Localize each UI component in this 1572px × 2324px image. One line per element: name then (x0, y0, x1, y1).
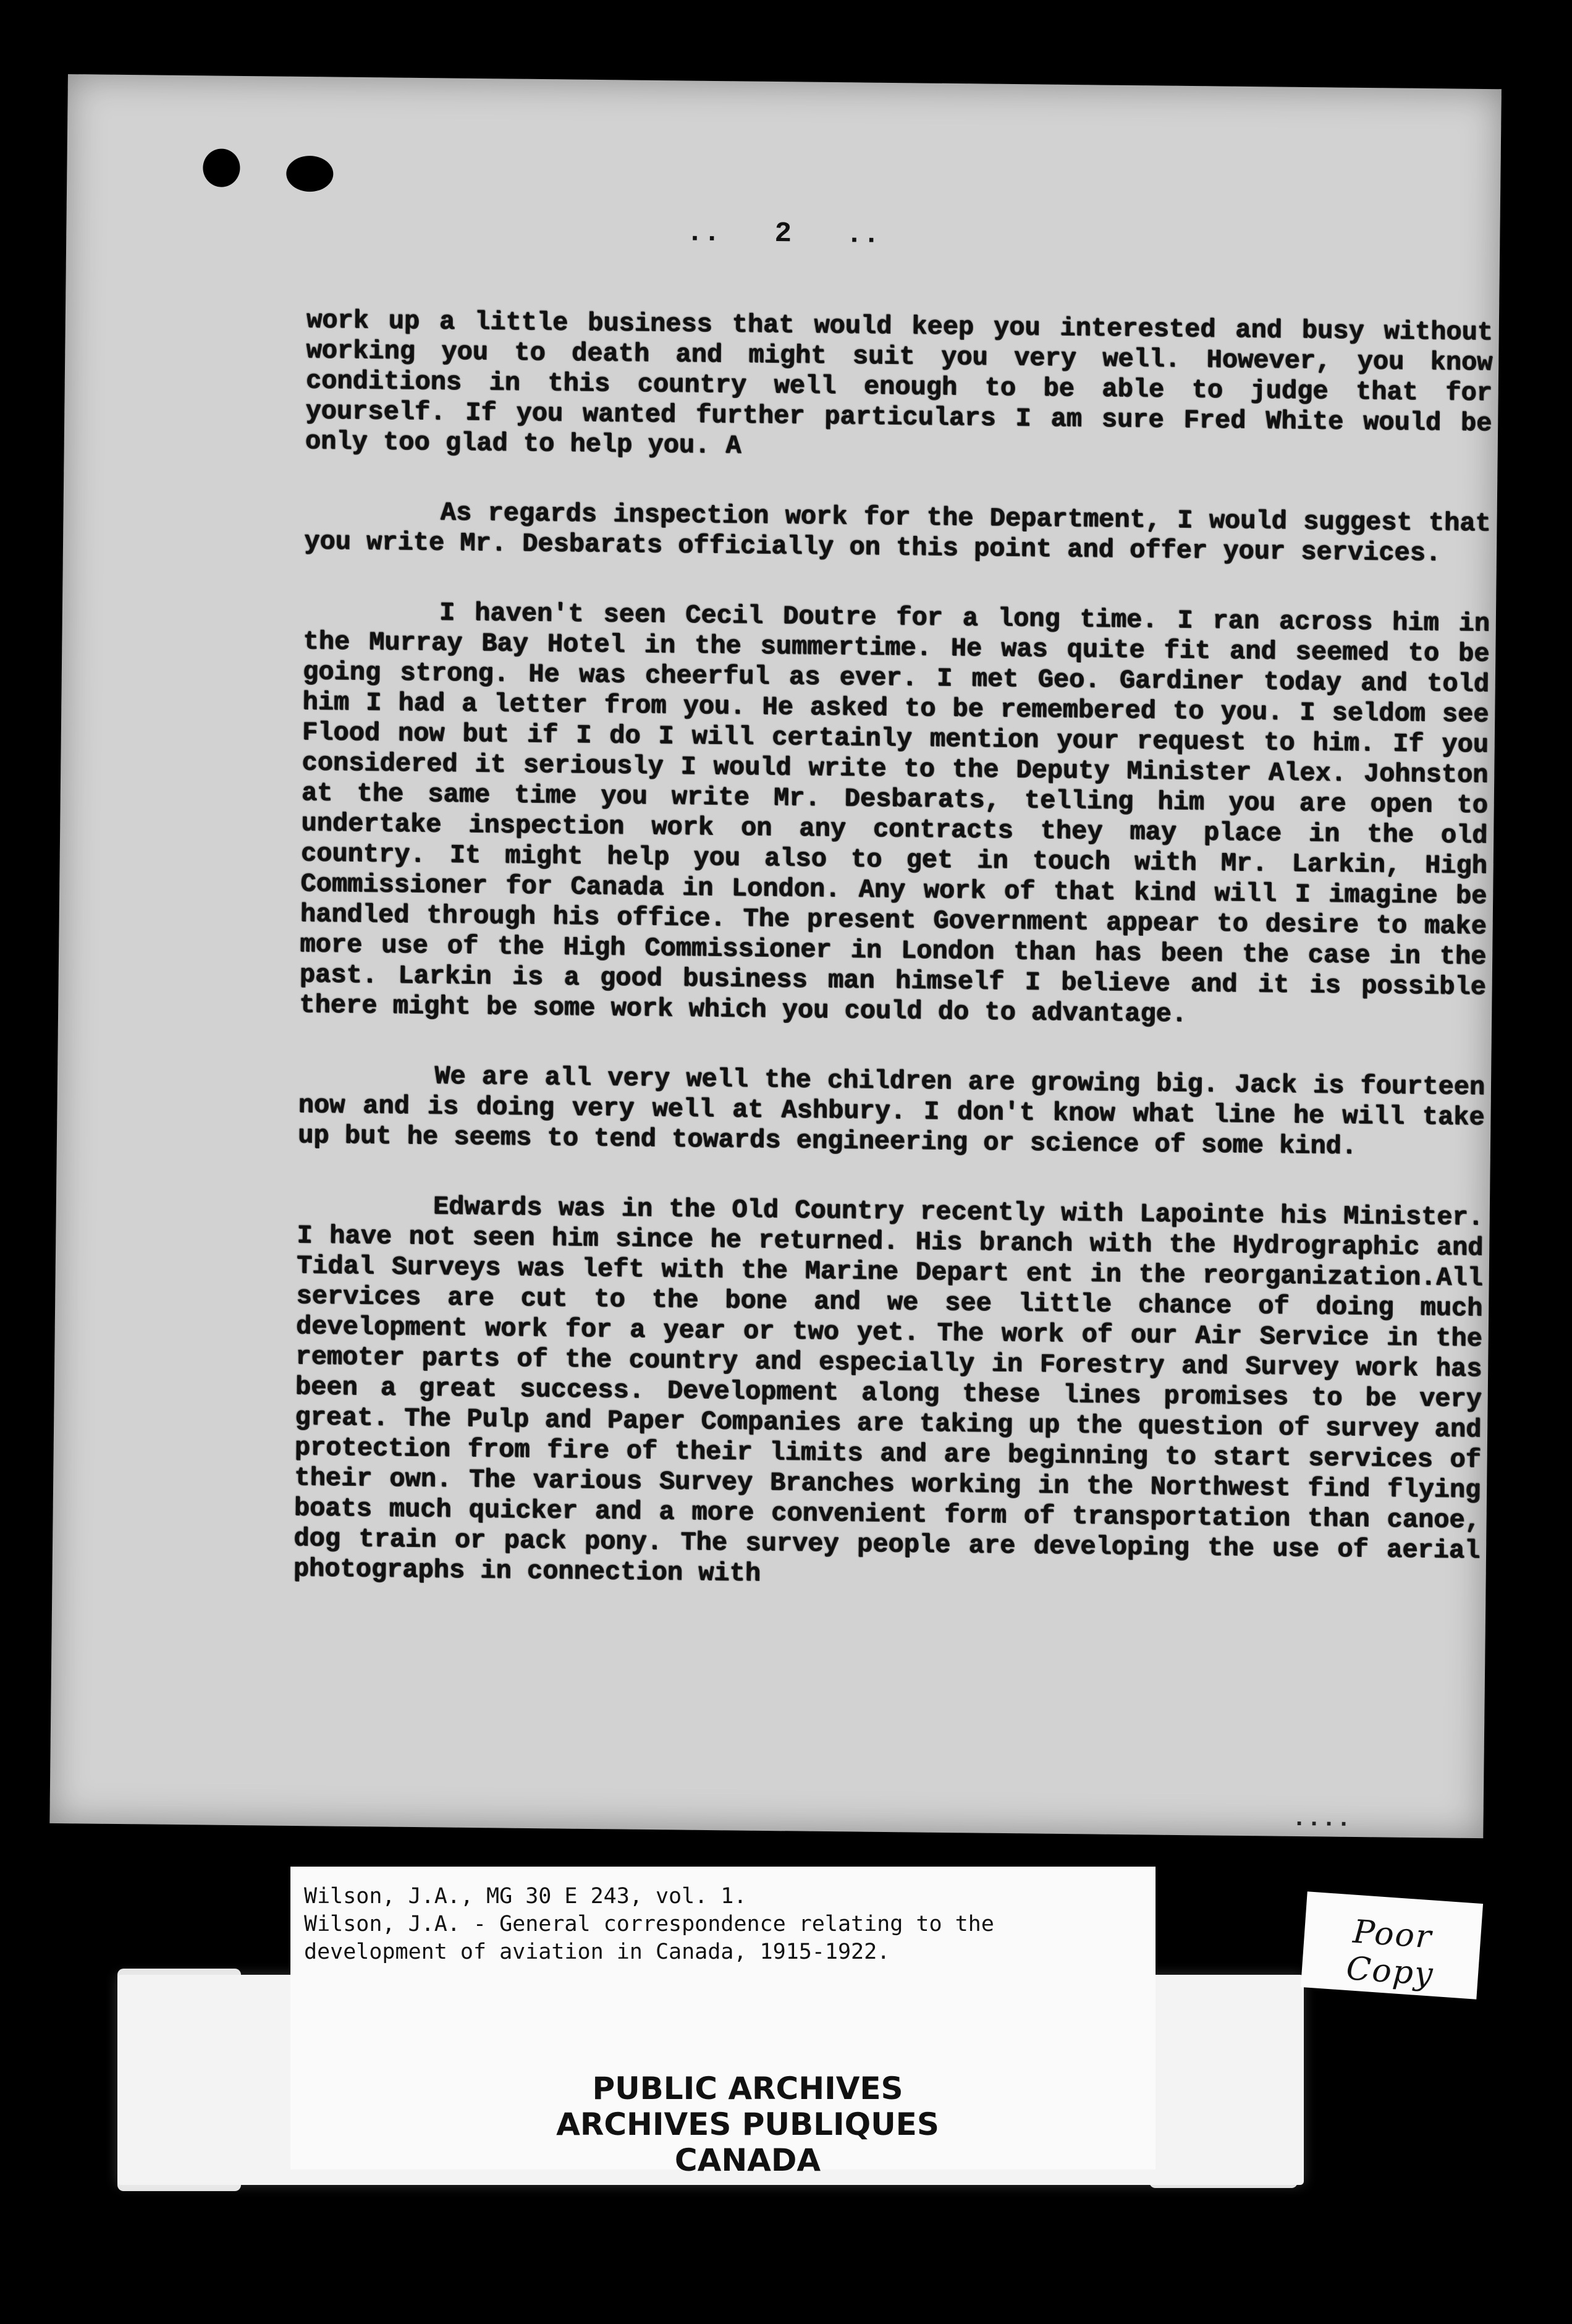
punch-hole (203, 148, 240, 187)
letter-body (293, 305, 1509, 1636)
letter-page (49, 74, 1509, 1838)
paragraph: work up a little business that would keep you interested and busy without working you to death and might suit you very well. However, you know conditions in this country well enough to be able to judge that for yourself. If you wanted further particulars I am sure Fred White would be only too glad to help you. A (305, 305, 1509, 461)
poor-copy-note: Poor Copy (1301, 1891, 1483, 2000)
archive-line: CANADA (674, 2142, 821, 2178)
punch-hole (286, 156, 334, 192)
citation-line: development of aviation in Canada, 1915-1922. (304, 1940, 890, 1964)
archive-line: ARCHIVES PUBLIQUES (556, 2106, 939, 2142)
paragraph: Edwards was in the Old Country recently with Lapointe his Minister. I have not seen him since he returned. His branch with the Hydrographic and Tidal Surveys was left with the Marine Depart ent in the reorganization.All services are cut to the bone and we see little chance of doing much development work for a year or two yet. The work of our Air Service in the remoter parts of the country and especially in Forestry and Survey work has been a great success. Development along these lines promises to be very great. The Pulp and Paper Companies are taking up the question of survey and protection from fire of their limits and are beginning to start services of their own. The various Survey Branches working in the Northwest find flying boats much quicker and a more convenient form of transportation than canoe, dog train or pack pony. The survey people are developing the use of aerial photographs in connection with (293, 1192, 1500, 1588)
citation-line: Wilson, J.A., MG 30 E 243, vol. 1. (304, 1884, 747, 1909)
archive-stamp (470, 2071, 1026, 2178)
paragraph: We are all very well the children are growing big. Jack is fourteen now and is doing very well at Ashbury. I don't know what line he will take up but he seems to tend towards engineering or science of some kind. (297, 1061, 1501, 1161)
archive-line: PUBLIC ARCHIVES (592, 2071, 903, 2106)
continuation-marker: .... (1291, 1805, 1351, 1834)
page-number: .. 2 .. (686, 216, 881, 251)
paragraph: As regards inspection work for the Department, I would suggest that you write Mr. Desbarats officially on this point and offer your services. (303, 498, 1506, 569)
citation-line: Wilson, J.A. - General correspondence relating to the (304, 1912, 994, 1936)
paragraph: I haven't seen Cecil Doutre for a long time. I ran across him in the Murray Bay Hotel in the summertime. He was quite fit and seemed to be going strong. He was cheerful as ever. I met Geo. Gardiner today and told him I had a letter from you. He asked to be remembered to you. I seldom see Flood now but if I do I will certainly mention your request to him. If you considered it seriously I would write to the Deputy Minister Alex. Johnston at the same time you write Mr. Desbarats, telling him you are open to undertake inspection work on any contracts they may place in the old country. It might help you also to get in touch with Mr. Larkin, High Commissioner for Canada in London. Any work of that kind will I imagine be handled through his office. The present Government appear to desire to make more use of the High Commissioner in London than has been the case in the past. Larkin is a good business man himself I believe and it is possible there might be some work which you could do to advantage. (298, 598, 1506, 1030)
